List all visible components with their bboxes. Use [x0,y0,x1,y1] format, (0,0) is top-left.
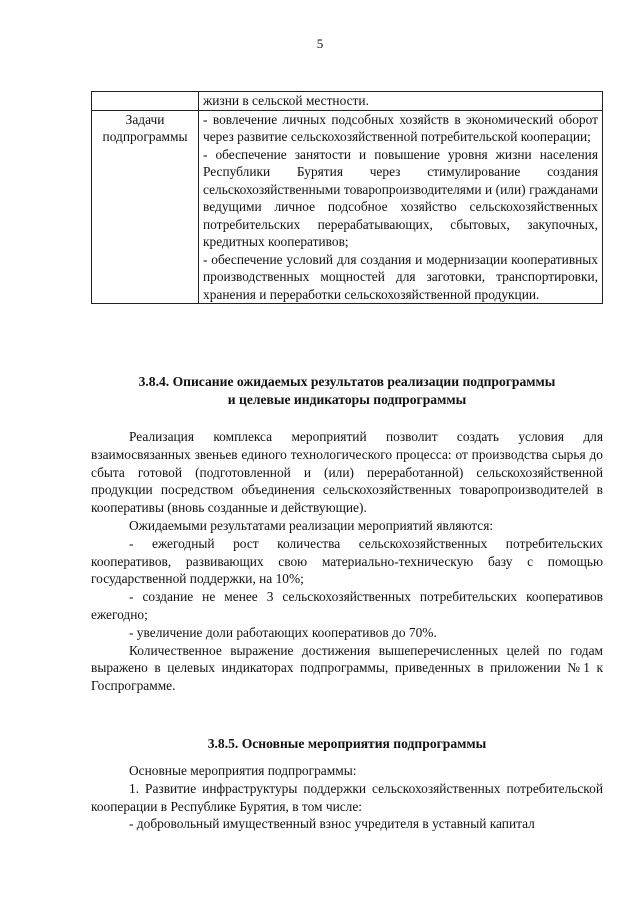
section-384-heading [91,373,603,409]
section-384-heading-line1: 3.8.4. Описание ожидаемых результатов реализации подпрограммы [138,374,556,389]
section-385-body [91,762,603,833]
paragraph: - создание не менее 3 сельскохозяйственных потребительских кооперативов ежегодно; [91,589,603,622]
subprogram-tasks-table [91,91,603,304]
page-number: 5 [316,36,324,51]
paragraph: 1. Развитие инфраструктуры поддержки сельскохозяйственных потребительской кооперации в Республике Бурятия, в том числе: [91,780,603,814]
paragraph: - ежегодный рост количества сельскохозяйственных потребительских кооперативов, развивающих свою материально-техническую базу с помощью государственной поддержки, на 10%; [91,535,603,587]
tasks-content-cell [199,110,603,304]
tasks-item: - вовлечение личных подсобных хозяйств в экономический оборот через развитие сельскохозяйственной потребительской кооперации; [203,111,598,144]
tasks-label-cell: Задачи подпрограммы [92,110,199,304]
section-385-heading: 3.8.5. Основные мероприятия подпрограммы [207,736,487,751]
tasks-item: - обеспечение занятости и повышение уровня жизни населения Республики Бурятия через стимулирование создания сельскохозяйственными товаропроизводителями и (или) гражданами ведущими личное подсобное хозяйство сельскохозяйственных потребительских перерабатывающих, сбытовых, закупочных, кредитных кооперативов; [203,146,598,249]
table-cell-empty [92,92,199,111]
table-row [92,92,603,111]
paragraph: Реализация комплекса мероприятий позволит создать условия для взаимосвязанных звеньев единого технологического процесса: от производства сырья до сбыта готовой (подготовленной и (или) переработанной) сельскохозяйственной продукции посредством объединения сельскохозяйственных товаропроизводителей в кооперативы (вновь созданные и действующие). [91,429,603,516]
section-384-body [91,428,603,695]
section-384-heading-line2: и целевые индикаторы подпрограммы [227,392,467,407]
paragraph: - увеличение доли работающих кооперативов до 70%. [129,624,437,640]
paragraph: Основные мероприятия подпрограммы: [129,763,357,778]
paragraph: Количественное выражение достижения вышеперечисленных целей по годам выражено в целевых индикаторах подпрограммы, приведенных в приложении №1 к Госпрограмме. [91,642,603,694]
paragraph: Ожидаемыми результатами реализации мероприятий являются: [129,517,494,533]
table-cell-prev-text: жизни в сельской местности. [199,92,603,111]
tasks-item: - обеспечение условий для создания и модернизации кооперативных производственных мощностей для заготовки, транспортировки, хранения и переработки сельскохозяйственной продукции. [203,251,598,302]
table-row [92,110,603,304]
paragraph: - добровольный имущественный взнос учредителя в уставный капитал [129,816,535,832]
